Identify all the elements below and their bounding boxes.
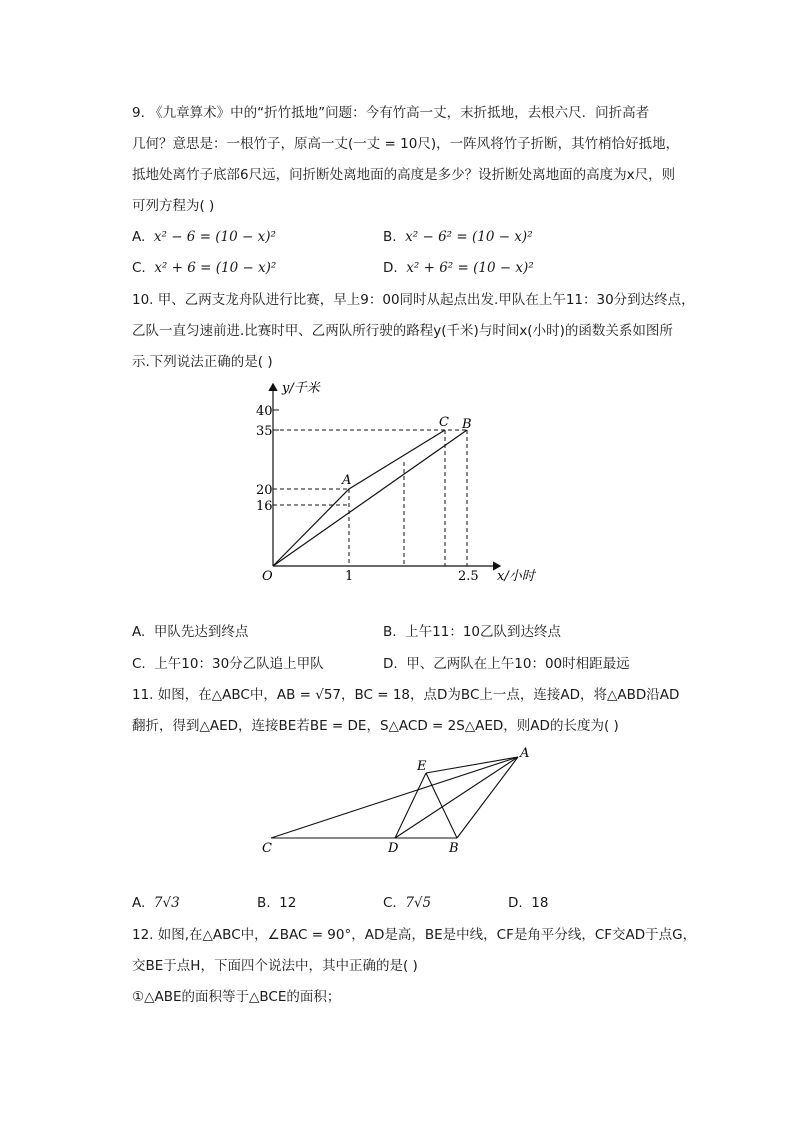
point-a-label: A (342, 473, 352, 488)
q11-option-b[interactable]: B. 12 (257, 895, 297, 911)
q10-line-3: 示.下列说法正确的是( ) (132, 354, 273, 370)
y-tick-40: 40 (256, 404, 273, 419)
q9-option-a[interactable]: A. x² − 6 = (10 − x)² (132, 229, 276, 245)
q12-line-3: ①△ABE的面积等于△BCE的面积； (132, 989, 341, 1005)
q11-figure (255, 745, 545, 860)
point-b-label: B (462, 417, 472, 432)
q11-option-a[interactable]: A. 7√3 (132, 895, 180, 911)
y-axis-label: y/千米 (282, 381, 320, 396)
point-c-label: C (439, 415, 449, 430)
point-c-label: C (262, 841, 272, 856)
q9-option-b[interactable]: B. x² − 6² = (10 − x)² (383, 229, 533, 245)
segment-ea (426, 757, 518, 773)
q12-line-1: 12. 如图,在△ABC中，∠BAC = 90°，AD是高，BE是中线，CF是角平分线，CF交AD于点G， (132, 927, 697, 943)
segment-da (395, 757, 518, 838)
q12-line-2: 交BE于点H，下面四个说法中，其中正确的是( ) (132, 958, 418, 974)
y-tick-16: 16 (256, 499, 273, 514)
q11-option-c[interactable]: C. 7√5 (383, 895, 432, 911)
q9-option-c[interactable]: C. x² + 6 = (10 − x)² (132, 260, 277, 276)
point-a-label: A (520, 746, 530, 761)
q10-option-b[interactable]: B. 上午11：10乙队到达终点 (383, 624, 562, 640)
q9-line-3: 抵地处离竹子底部6尺远，问折断处离地面的高度是多少？设折断处离地面的高度为x尺，则 (132, 167, 676, 183)
origin-label: O (262, 569, 273, 584)
q10-graph (245, 374, 545, 589)
q11-line-2: 翻折，得到△AED，连接BE若BE = DE，S△ACD = 2S△AED，则AD的长度为( ) (132, 718, 619, 734)
q10-option-a[interactable]: A. 甲队先达到终点 (132, 624, 249, 640)
q10-line-2: 乙队一直匀速前进.比赛时甲、乙两队所行驶的路程y(千米)与时间x(小时)的函数关系如图所 (132, 323, 673, 339)
segment-ca (271, 757, 518, 838)
q10-line-1: 10. 甲、乙两支龙舟队进行比赛，早上9：00同时从起点出发.甲队在上午11：30分到达终点， (132, 292, 695, 308)
q11-line-1: 11. 如图，在△ABC中，AB = √57，BC = 18，点D为BC上一点，连接AD，将△ABD沿AD (132, 687, 680, 703)
x-tick-2-5: 2.5 (458, 569, 479, 584)
q9-option-d[interactable]: D. x² + 6² = (10 − x)² (383, 260, 534, 276)
q9-line-2: 几何？意思是：一根竹子，原高一丈(一丈 = 10尺)，一阵风将竹子折断，其竹梢恰好抵地， (132, 136, 680, 152)
point-b-label: B (449, 841, 459, 856)
q9-line-1: 9. 《九章算术》中的“折竹抵地”问题：今有竹高一丈，末折抵地，去根六尺．问折高者 (132, 105, 650, 121)
q9-line-4: 可列方程为( ) (132, 198, 215, 214)
x-tick-1: 1 (345, 569, 354, 584)
team-jia-line (273, 430, 445, 566)
point-e-label: E (417, 759, 427, 774)
x-axis-label: x/小时 (497, 569, 535, 584)
point-d-label: D (388, 841, 399, 856)
q10-option-c[interactable]: C. 上午10：30分乙队追上甲队 (132, 656, 324, 672)
y-tick-35: 35 (256, 424, 273, 439)
segment-eb (426, 773, 457, 838)
segment-ba (457, 757, 518, 838)
q11-option-d[interactable]: D. 18 (508, 895, 549, 911)
y-tick-20: 20 (256, 483, 273, 498)
q10-option-d[interactable]: D. 甲、乙两队在上午10：00时相距最远 (383, 656, 630, 672)
team-yi-line (273, 430, 467, 566)
